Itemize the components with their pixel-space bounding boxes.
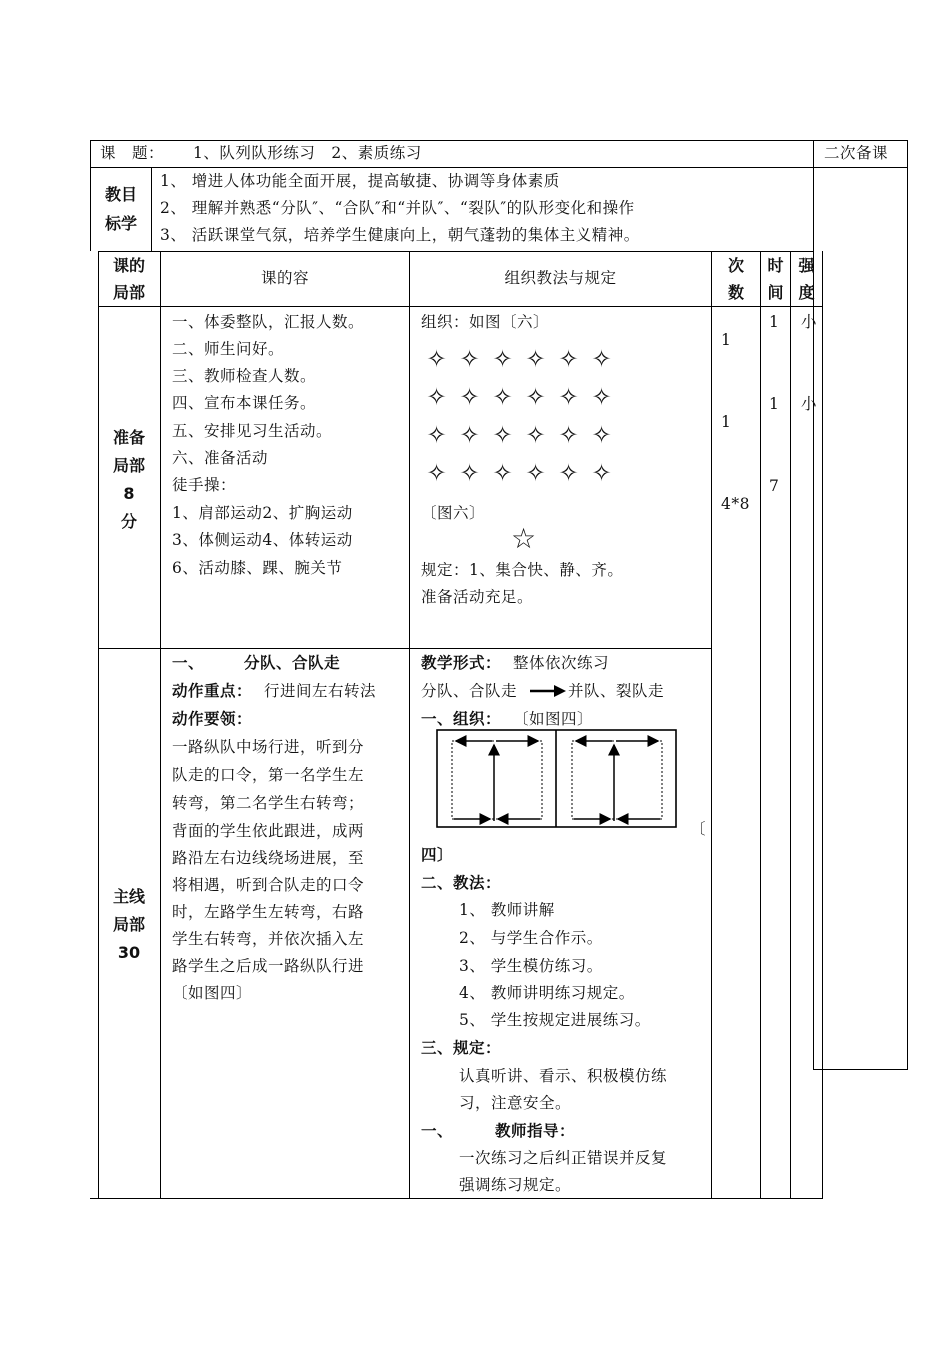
student-star-icon: ✧ <box>426 345 447 373</box>
content-col-right-border <box>409 251 410 1198</box>
essentials-line-3: 转弯，第二名学生右转弯； <box>172 794 365 812</box>
prep-rules-line-1: 规定：1、集合快、静、齐。 <box>421 561 624 579</box>
method-item-5: 5、 学生按规定进展练习。 <box>459 1011 651 1029</box>
main-content-title: 分队、合队走 <box>244 654 341 672</box>
method-item-2: 2、 与学生合作示。 <box>459 929 603 947</box>
student-star-icon: ✧ <box>591 383 612 411</box>
main-part-line-1: 主线 <box>112 887 145 906</box>
intensity-col-right-border <box>822 251 823 1198</box>
flow-arrow-icon <box>530 683 566 699</box>
guide-line-2: 强调练习规定。 <box>459 1176 572 1194</box>
guide-title: 教师指导： <box>495 1122 576 1140</box>
time-col-right-border <box>790 251 791 1198</box>
objective-item-1: 1、 增进人体功能全面开展，提高敏捷、协调等身体素质 <box>160 172 560 190</box>
prep-content-line-4: 四、宣布本课任务。 <box>172 394 317 412</box>
guide-line-1: 一次练习之后纠正错误并反复 <box>459 1149 668 1167</box>
prep-part-label <box>98 424 160 536</box>
student-star-icon: ✧ <box>558 421 579 449</box>
formation-row <box>420 340 625 378</box>
student-star-icon: ✧ <box>591 459 612 487</box>
main-content-title-num: 一、 <box>172 654 205 672</box>
part-col-right-border <box>160 251 161 1198</box>
col-header-organization: 组织教法与规定 <box>504 269 617 287</box>
march-diagram <box>436 729 678 829</box>
prep-content-line-5: 五、安排见习生活动。 <box>172 422 333 440</box>
col-header-count <box>712 252 760 306</box>
student-star-icon: ✧ <box>426 421 447 449</box>
teacher-star-icon: ☆ <box>511 522 537 555</box>
second-prep-label: 二次备课 <box>824 144 889 162</box>
student-star-icon: ✧ <box>525 459 546 487</box>
flow-left: 分队、合队走 <box>421 682 518 700</box>
formation-row <box>420 454 625 492</box>
prep-part-line-2: 局部 <box>112 456 145 475</box>
org-col-right-border <box>711 251 712 1198</box>
student-formation <box>420 340 625 492</box>
requirements-line-1: 认真听讲、看示、积极模仿练 <box>459 1067 668 1085</box>
part-col-left-border <box>98 251 99 1198</box>
topic-label: 课 题： <box>100 144 165 162</box>
prep-bottom-border <box>98 648 712 649</box>
student-star-icon: ✧ <box>492 345 513 373</box>
student-star-icon: ✧ <box>426 459 447 487</box>
requirements-title: 三、规定： <box>421 1039 502 1057</box>
student-star-icon: ✧ <box>525 383 546 411</box>
col-header-content: 课的容 <box>260 269 309 287</box>
essentials-line-6: 将相遇，听到合队走的口令 <box>172 876 365 894</box>
prep-count-1: 1 <box>721 331 732 349</box>
objective-item-2: 2、 理解并熟悉“分队″、“合队″和“并队″、“裂队″的队形变化和操作 <box>160 199 635 217</box>
col-header-intensity-line-1: 强 <box>798 256 815 275</box>
focus-label: 动作重点： <box>172 682 253 700</box>
objectives-label <box>91 180 151 238</box>
prep-time-1: 1 <box>769 313 780 331</box>
prep-count-3: 4*8 <box>721 495 750 513</box>
col-header-count-line-2: 数 <box>727 283 744 302</box>
org-value: 〔如图四〕 <box>513 710 594 728</box>
requirements-line-2: 习，注意安全。 <box>459 1094 572 1112</box>
essentials-line-8: 学生右转弯，并依次插入左 <box>172 930 365 948</box>
student-star-icon: ✧ <box>525 345 546 373</box>
essentials-line-2: 队走的口令，第一名学生左 <box>172 766 365 784</box>
main-figure-caption-b: 四〕 <box>421 846 454 864</box>
prep-content-line-2: 二、师生问好。 <box>172 340 285 358</box>
student-star-icon: ✧ <box>459 383 480 411</box>
objectives-label-line-1: 教目 <box>104 185 137 204</box>
method-item-3: 3、 学生模仿练习。 <box>459 957 603 975</box>
essentials-line-4: 背面的学生依此跟进，成两 <box>172 822 365 840</box>
student-star-icon: ✧ <box>492 421 513 449</box>
col-header-time-line-2: 间 <box>767 283 784 302</box>
prep-time-2: 1 <box>769 395 780 413</box>
prep-content-line-6: 六、准备活动 <box>172 449 269 467</box>
prep-content-line-7: 徒手操： <box>172 476 237 494</box>
prep-part-line-4: 分 <box>120 512 137 531</box>
prep-org-title: 组织：如图〔六〕 <box>421 313 550 331</box>
method-item-1: 1、 教师讲解 <box>459 901 555 919</box>
side-col-bottom-border <box>813 1069 908 1070</box>
col-header-count-line-1: 次 <box>727 256 744 275</box>
essentials-line-7: 时，左路学生左转弯，右路 <box>172 903 365 921</box>
student-star-icon: ✧ <box>492 459 513 487</box>
prep-time-3: 7 <box>769 477 780 495</box>
student-star-icon: ✧ <box>459 345 480 373</box>
count-col-right-border <box>760 251 761 1198</box>
column-header-bottom-border <box>98 306 823 307</box>
flow-right: 并队、裂队走 <box>568 682 665 700</box>
col-header-time-line-1: 时 <box>767 256 784 275</box>
main-part-line-2: 局部 <box>112 915 145 934</box>
split-march-diagram-left <box>452 741 542 821</box>
student-star-icon: ✧ <box>558 459 579 487</box>
essentials-line-1: 一路纵队中场行进，听到分 <box>172 738 365 756</box>
method-title: 二、教法： <box>421 874 502 892</box>
org-label: 一、组织： <box>421 710 502 728</box>
table-bottom-border <box>90 1198 823 1199</box>
prep-content-line-3: 三、教师检查人数。 <box>172 367 317 385</box>
student-star-icon: ✧ <box>492 383 513 411</box>
essentials-line-5: 路沿左右边线绕场进展，至 <box>172 849 365 867</box>
col-header-time <box>761 252 790 306</box>
col-header-part-line-2: 局部 <box>112 283 145 302</box>
student-star-icon: ✧ <box>558 345 579 373</box>
student-star-icon: ✧ <box>591 421 612 449</box>
focus-value: 行进间左右转法 <box>264 682 377 700</box>
student-star-icon: ✧ <box>459 421 480 449</box>
col-header-intensity <box>791 252 822 306</box>
side-col-right-border <box>907 140 908 1070</box>
essentials-line-10: 〔如图四〕 <box>172 984 253 1002</box>
prep-content-line-8: 1、肩部运动2、扩胸运动 <box>172 504 353 522</box>
main-figure-caption-a: 〔 <box>690 820 707 838</box>
prep-content-line-10: 6、活动膝、踝、腕关节 <box>172 559 343 577</box>
guide-title-num: 一、 <box>421 1122 454 1140</box>
essentials-label: 动作要领： <box>172 710 253 728</box>
teaching-form-label: 教学形式： <box>421 654 502 672</box>
formation-row <box>420 416 625 454</box>
merge-march-diagram-right <box>572 741 662 821</box>
prep-content-line-1: 一、体委整队，汇报人数。 <box>172 313 365 331</box>
essentials-line-9: 路学生之后成一路纵队行进 <box>172 957 365 975</box>
prep-rules-line-2: 准备活动充足。 <box>421 588 534 606</box>
student-star-icon: ✧ <box>459 459 480 487</box>
prep-intensity-1: 小 <box>801 313 818 331</box>
prep-figure-caption: 〔图六〕 <box>421 504 486 522</box>
prep-part-line-3: 8 <box>123 484 135 503</box>
student-star-icon: ✧ <box>558 383 579 411</box>
main-part-label <box>98 883 160 967</box>
col-header-part-line-1: 课的 <box>112 256 145 275</box>
student-star-icon: ✧ <box>426 383 447 411</box>
prep-content-line-9: 3、体侧运动4、体转运动 <box>172 531 353 549</box>
student-star-icon: ✧ <box>525 421 546 449</box>
prep-count-2: 1 <box>721 413 732 431</box>
col-header-part <box>98 252 160 306</box>
prep-part-line-1: 准备 <box>112 428 145 447</box>
objectives-label-line-2: 标学 <box>104 214 137 233</box>
formation-row <box>420 378 625 416</box>
objective-item-3: 3、 活跃课堂气氛，培养学生健康向上，朝气蓬勃的集体主义精神。 <box>160 226 640 244</box>
col-header-intensity-line-2: 度 <box>798 283 815 302</box>
topic-value: 1、队列队形练习 2、素质练习 <box>193 144 422 162</box>
teaching-form-value: 整体依次练习 <box>513 654 610 672</box>
method-item-4: 4、 教师讲明练习规定。 <box>459 984 635 1002</box>
main-part-line-3: 30 <box>117 943 141 962</box>
objectives-label-divider <box>151 167 152 251</box>
student-star-icon: ✧ <box>591 345 612 373</box>
prep-intensity-2: 小 <box>801 395 818 413</box>
objectives-bottom-border <box>98 251 813 252</box>
